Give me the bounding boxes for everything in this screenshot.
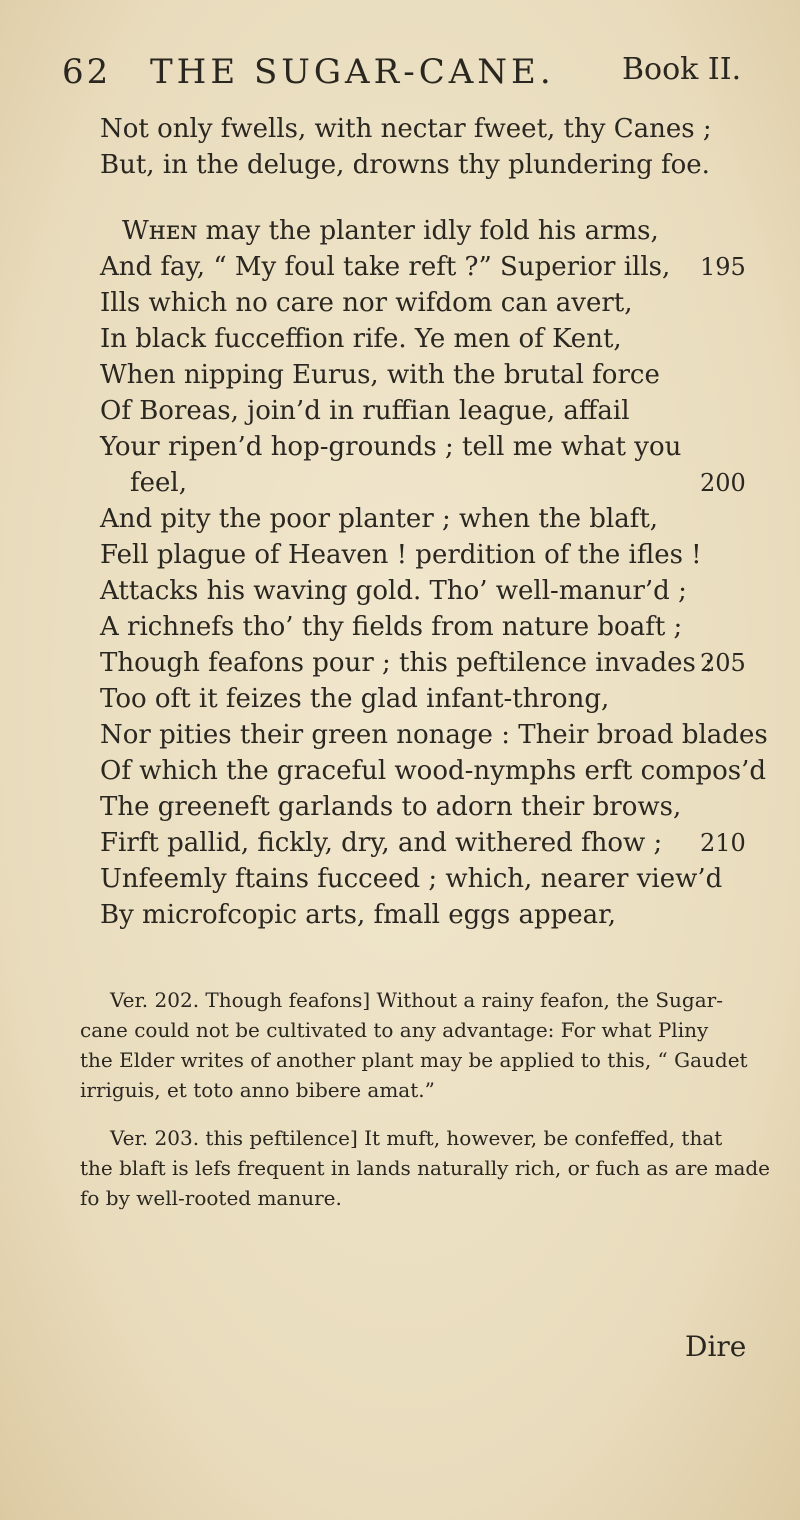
verse-line: Of which the graceful wood-nymphs erft compos’d [100, 756, 767, 786]
verse-line: The greeneft garlands to adorn their brows, [100, 792, 682, 822]
verse-line: Firft pallid, fickly, dry, and withered fhow ; [100, 828, 663, 858]
line-number: 195 [700, 253, 746, 281]
running-title: THE SUGAR-CANE. [150, 52, 555, 92]
verse-line: Too oft it feizes the glad infant-throng, [100, 684, 610, 714]
verse-line: But, in the deluge, drowns thy plundering foe. [100, 150, 710, 180]
page-number: 62 [62, 52, 112, 92]
verse-line: Wʜᴇɴ may the planter idly fold his arms, [122, 216, 659, 246]
line-number: 205 [700, 649, 746, 677]
footnote-line: Ver. 203. this peftilence] It muft, however, be confeffed, that [110, 1126, 723, 1150]
verse-line: Not only fwells, with nectar fweet, thy Canes ; [100, 114, 712, 144]
footnote-line: the blaft is lefs frequent in lands naturally rich, or fuch as are made [80, 1156, 770, 1180]
verse-line: feel, [130, 468, 187, 498]
verse-line: Nor pities their green nonage : Their broad blades [100, 720, 768, 750]
verse-line: Unfeemly ftains fucceed ; which, nearer view’d [100, 864, 723, 894]
catchword: Dire [685, 1330, 747, 1363]
verse-line: Of Boreas, join’d in ruffian league, affail [100, 396, 630, 426]
verse-line: In black fucceffion rife. Ye men of Kent, [100, 324, 622, 354]
verse-line: Fell plague of Heaven ! perdition of the ifles ! [100, 540, 702, 570]
footnote-line: Ver. 202. Though feafons] Without a rainy feafon, the Sugar- [110, 988, 723, 1012]
verse-line: Your ripen’d hop-grounds ; tell me what you [100, 432, 682, 462]
running-header [62, 52, 752, 104]
verse-line: Though feafons pour ; this peftilence invades : [100, 648, 713, 678]
verse-line: Attacks his waving gold. Tho’ well-manur’d ; [100, 576, 687, 606]
verse-line: A richnefs tho’ thy fields from nature boaft ; [100, 612, 683, 642]
footnote-line: fo by well-rooted manure. [80, 1186, 342, 1210]
line-number: 200 [700, 469, 746, 497]
footnote-line: irriguis, et toto anno bibere amat.” [80, 1078, 435, 1102]
verse-line: Ills which no care nor wifdom can avert, [100, 288, 633, 318]
footnote-line: the Elder writes of another plant may be applied to this, “ Gaudet [80, 1048, 748, 1072]
verse-line: And fay, “ My foul take reft ?” Superior ills, [100, 252, 671, 282]
book-label: Book II. [622, 52, 742, 87]
verse-line: And pity the poor planter ; when the blaft, [100, 504, 659, 534]
verse-line: When nipping Eurus, with the brutal force [100, 360, 660, 390]
footnote-line: cane could not be cultivated to any advantage: For what Pliny [80, 1018, 709, 1042]
verse-line: By microfcopic arts, fmall eggs appear, [100, 900, 617, 930]
line-number: 210 [700, 829, 746, 857]
